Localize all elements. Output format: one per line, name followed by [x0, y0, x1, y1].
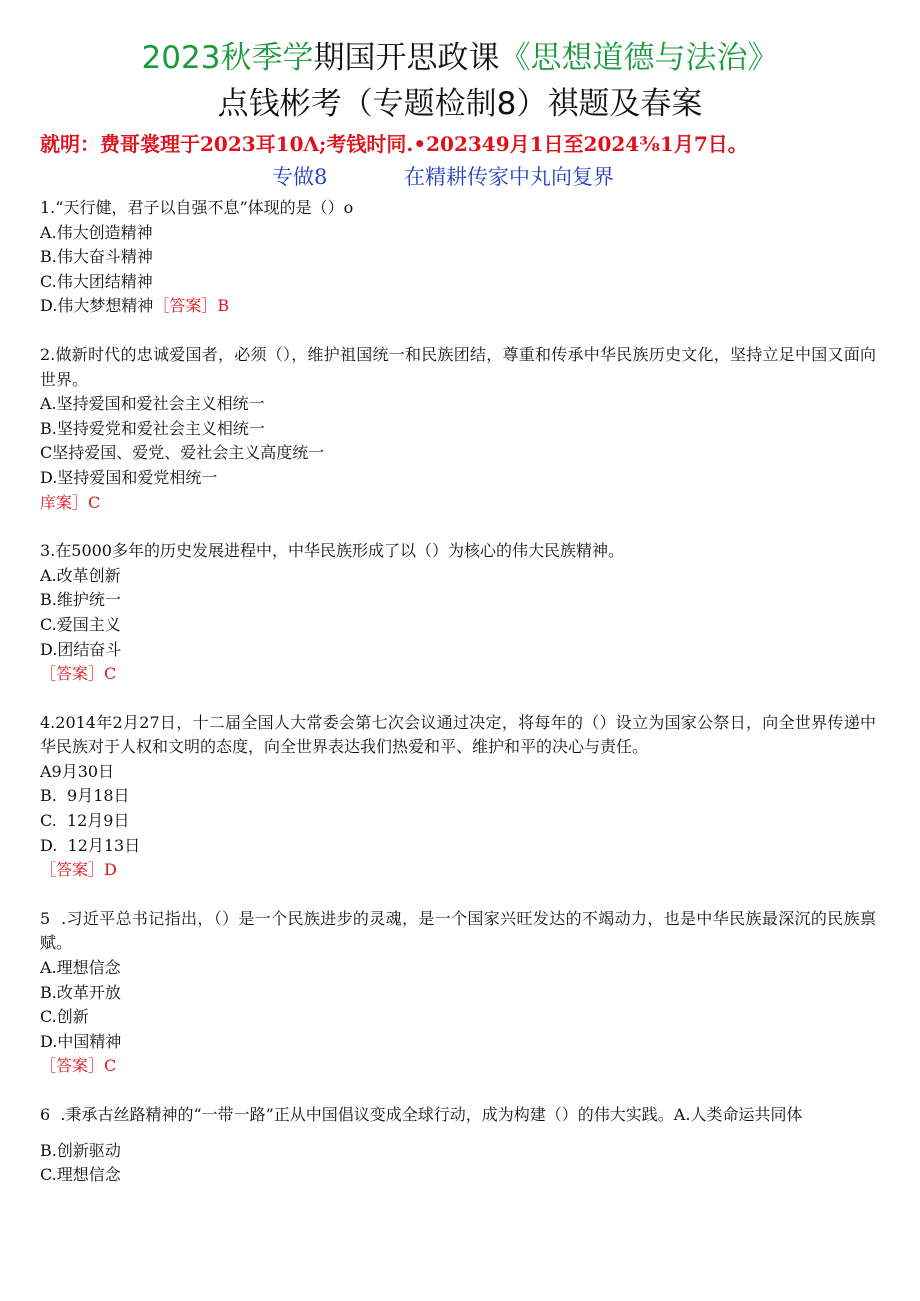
option-a: A.改革创新 — [40, 565, 121, 585]
option-d: D.中国精神 — [40, 1031, 122, 1051]
option-c: C. 12月9日 — [40, 811, 130, 831]
question-6 — [40, 1103, 876, 1188]
option-d: D.伟大梦想精神 — [40, 296, 154, 316]
question-1 — [40, 196, 876, 319]
answer-label: 庠案］C — [40, 492, 101, 512]
option-a: A.理想信念 — [40, 958, 121, 978]
question-stem: 4.2014年2月27日，十二届全国人大常委会第七次会议通过决定，将每年的（）设立为国家公祭日，向全世界传递中华民族对于人权和文明的态度，向全世界表达我们热爱和平、维护和平的决心与责任。 — [40, 712, 876, 757]
question-stem: 5 .习近平总书记指出，（）是一个民族进步的灵魂，是一个国家兴旺发达的不竭动力，也是中华民族最深沉的民族禀赋。 — [40, 908, 876, 953]
answer-label: ［答案］D — [40, 860, 117, 880]
answer-label: ［答案］C — [40, 1056, 117, 1076]
option-a: A9月30日 — [40, 761, 115, 781]
topic-label: 专做8 — [272, 165, 328, 189]
question-stem: 1.“天行健，君子以自强不息”体现的是（）o — [40, 198, 354, 217]
option-d: D.团结奋斗 — [40, 639, 122, 659]
option-d: D. 12月13日 — [40, 835, 141, 855]
option-b: B.创新驱动 — [40, 1140, 121, 1160]
title-green-part-2: 《思想道德与法治》 — [499, 40, 779, 76]
question-list — [40, 196, 876, 1212]
topic-title: 在精耕传家中丸向复界 — [404, 165, 614, 189]
option-b: B.坚持爱党和爱社会主义相统一 — [40, 418, 265, 438]
option-d-with-answer — [40, 294, 876, 319]
title-green-part: 2023秋季学 — [141, 40, 314, 76]
option-c: C.爱国主义 — [40, 614, 121, 634]
option-a: A.伟大创造精神 — [40, 222, 153, 242]
option-b: B. 9月18日 — [40, 786, 130, 806]
page-subtitle: 点钱彬考（专题检制8）祺题及春案 — [217, 86, 703, 122]
question-3 — [40, 539, 876, 687]
spacer — [40, 1128, 876, 1139]
question-stem: 6 .秉承古丝路精神的“一带一路”正从中国倡议变成全球行动，成为构建（）的伟大实践。A.人类命运共同体 — [40, 1105, 803, 1124]
option-c: C.创新 — [40, 1007, 89, 1027]
answer-label: ［答案］B — [153, 296, 230, 316]
question-2 — [40, 343, 876, 515]
option-b: B.改革开放 — [40, 982, 121, 1002]
question-stem: 2.做新时代的忠诚爱国者，必须（），维护祖国统一和民族团结，尊重和传承中华民族历史文化，坚持立足中国又面向世界。 — [40, 344, 876, 389]
question-stem: 3.在5000多年的历史发展进程中，中华民族形成了以（）为核心的伟大民族精神。 — [40, 541, 624, 561]
option-c: C.理想信念 — [40, 1165, 121, 1185]
answer-label: ［答案］C — [40, 664, 117, 684]
option-d: D.坚持爱国和爱党相统一 — [40, 467, 218, 487]
question-4 — [40, 711, 876, 883]
question-5 — [40, 907, 876, 1079]
option-c: C坚持爱国、爱党、爱社会主义高度统一 — [40, 443, 325, 463]
option-a: A.坚持爱国和爱社会主义相统一 — [40, 394, 265, 414]
option-b: B.伟大奋斗精神 — [40, 247, 153, 267]
exam-note: 就明：费哥裳理于2023耳10Λ;考钱时同.•202349月1日至2024⅜1月7日。 — [40, 132, 748, 156]
page-title — [0, 38, 920, 78]
option-c: C.伟大团结精神 — [40, 271, 153, 291]
title-black-part: 期国开思政课 — [313, 40, 500, 76]
option-b: B.维护统一 — [40, 590, 121, 610]
